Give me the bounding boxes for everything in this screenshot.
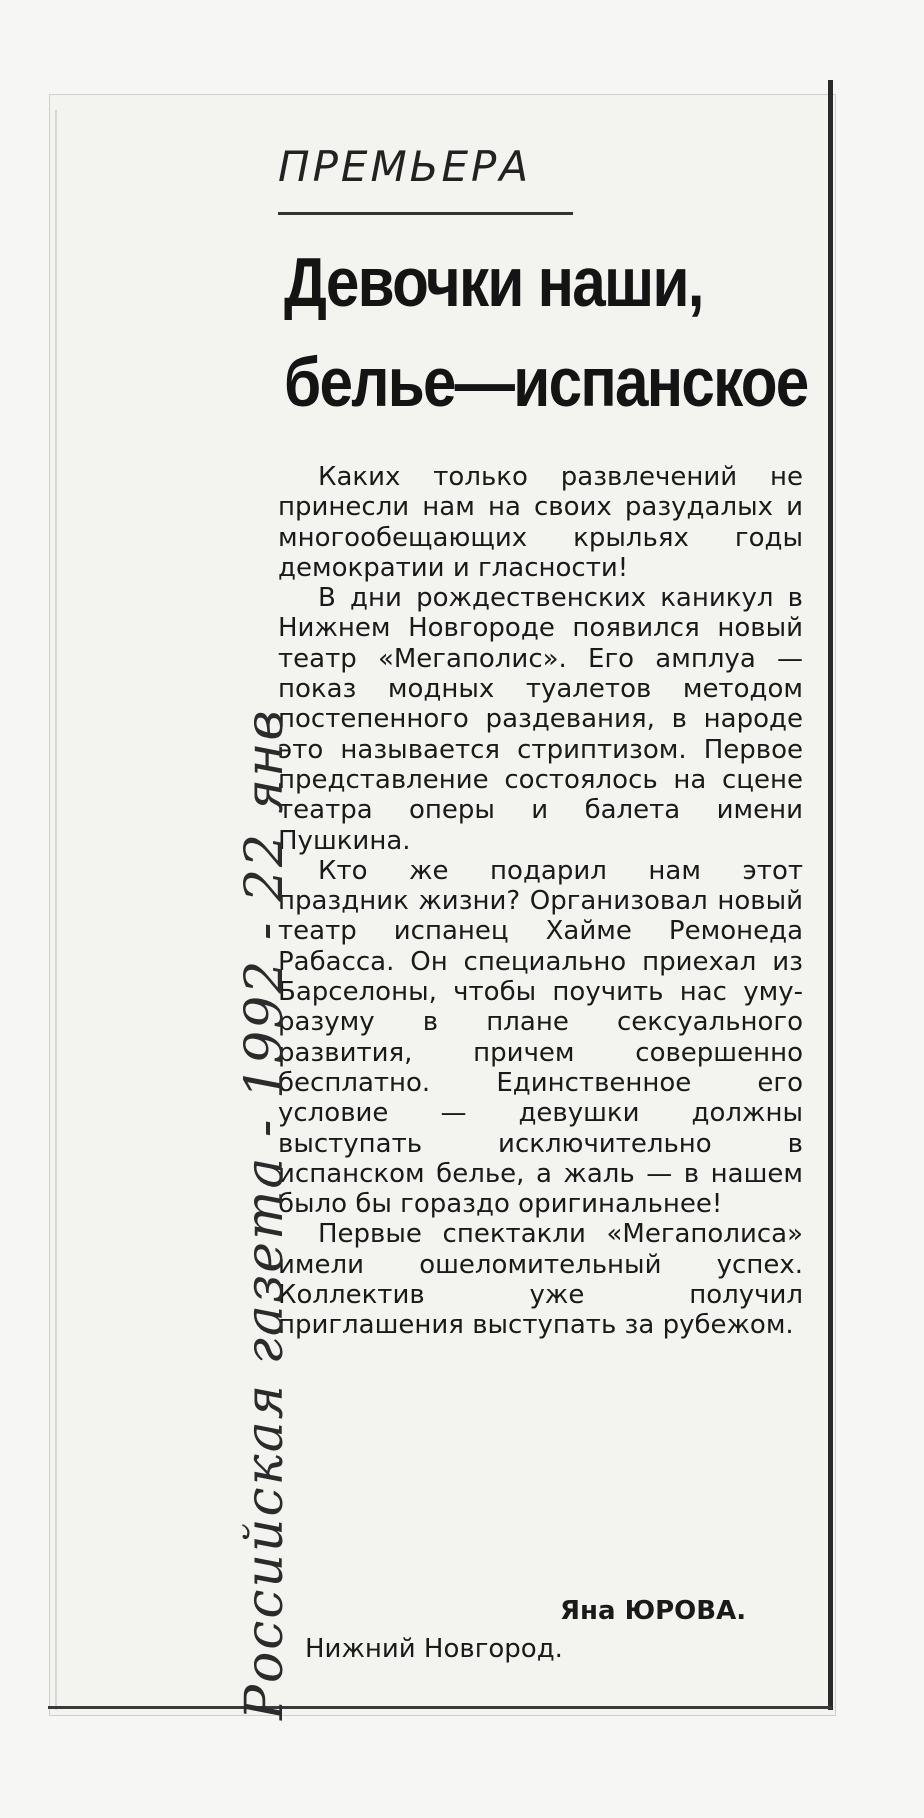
column-rule-right: [828, 80, 833, 1710]
paragraph-2: В дни рождественских каникул в Нижнем Новгороде появился новый театр «Мегаполис». Его амплуа — показ модных туалетов методом постепенного раздевания, в народе это называется стриптизом. Первое представление состоялось на сцене театра оперы и балета имени Пушкина.: [278, 583, 803, 856]
author-signature: Яна ЮРОВА.: [560, 1596, 747, 1626]
handwritten-source-note: Российская газета - 1992 - 22 янв: [235, 708, 295, 1720]
rubric-underline: [278, 212, 573, 215]
headline-line-1: Девочки наши,: [284, 243, 703, 321]
paragraph-4: Первые спектакли «Мегаполиса» имели ошеломительный успех. Коллектив уже получил приглашения выступать за рубежом.: [278, 1219, 803, 1341]
left-edge-line: [55, 110, 57, 1710]
column-rule-bottom: [48, 1706, 832, 1709]
headline-line-2: белье—испанское: [284, 343, 808, 421]
article-body: [278, 462, 803, 1341]
paragraph-3: Кто же подарил нам этот праздник жизни? Организовал новый театр испанец Хайме Ремонеда Рабасса. Он специально приехал из Барселоны, чтобы поучить нас уму-разуму в плане сексуального развития, причем совершенно бесплатно. Единственное его условие — девушки должны выступать исключительно в испанском белье, а жаль — в нашем было бы гораздо оригинальнее!: [278, 855, 803, 1220]
rubric-label: ПРЕМЬЕРА: [278, 142, 532, 191]
dateline-place: Нижний Новгород.: [305, 1634, 563, 1664]
headline: [284, 232, 808, 432]
paragraph-1: Каких только развлечений не принесли нам на своих разудалых и многообещающих крыльях годы демократии и гласности!: [278, 462, 803, 583]
